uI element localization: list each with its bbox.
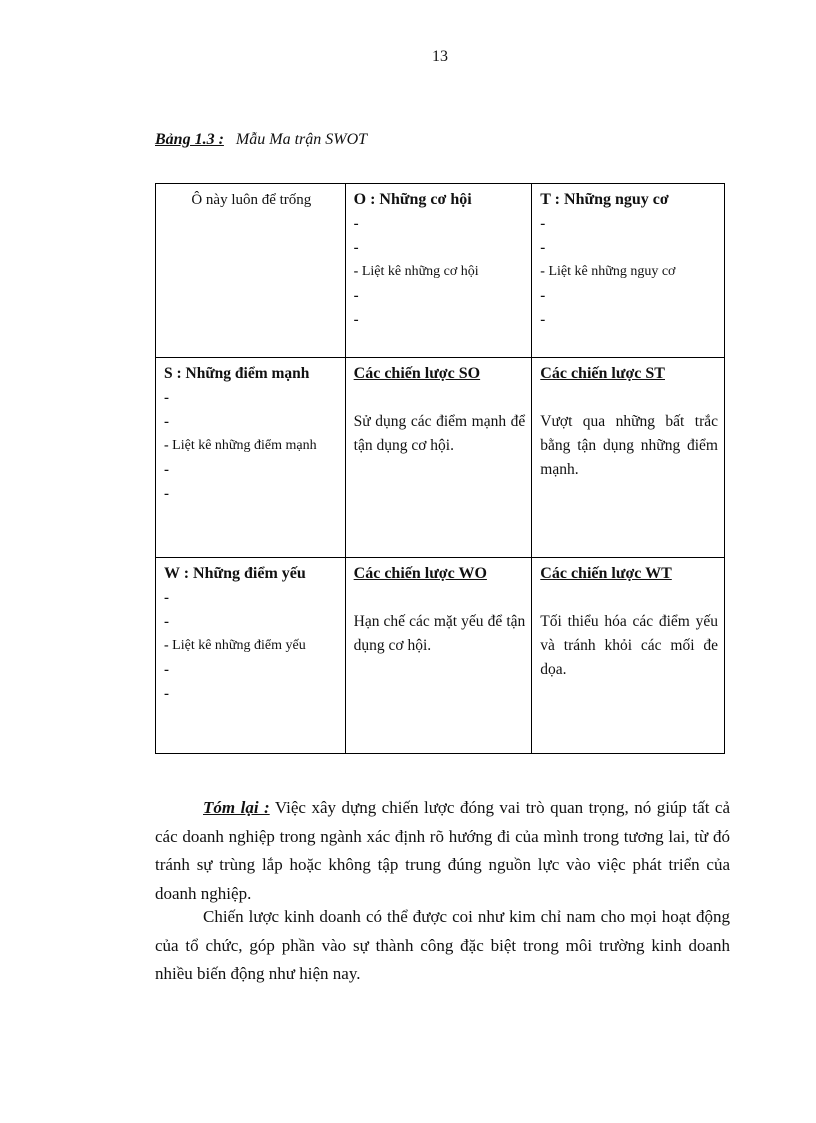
page-number: 13 <box>432 48 448 65</box>
summary-lead: Tóm lại : <box>203 798 270 817</box>
strengths-header: S : Những điểm mạnh <box>164 365 310 382</box>
threats-cell: T : Những nguy cơ - - - Liệt kê những nguy cơ - - <box>532 184 725 358</box>
so-strategy-cell <box>345 358 532 558</box>
swot-matrix-table <box>155 183 725 754</box>
st-strategy-cell <box>532 358 725 558</box>
weaknesses-cell: W : Những điểm yếu - - - Liệt kê những điểm yếu - - <box>156 558 346 754</box>
opportunities-header: O : Những cơ hội <box>353 191 472 208</box>
table-row <box>156 558 725 754</box>
wt-strategy-header: Các chiến lược WT <box>540 565 672 582</box>
wo-strategy-cell <box>345 558 532 754</box>
wt-strategy-text: Tối thiểu hóa các điểm yếu và tránh khỏi các mối đe dọa. <box>540 613 718 678</box>
caption-label: Bảng 1.3 : <box>155 131 224 148</box>
table-row <box>156 358 725 558</box>
summary-paragraph <box>155 794 730 908</box>
so-strategy-header: Các chiến lược SO <box>353 365 481 382</box>
wt-strategy-cell <box>532 558 725 754</box>
threats-list-item: Liệt kê những nguy cơ <box>548 264 676 279</box>
caption-title: Mẫu Ma trận SWOT <box>235 131 368 148</box>
empty-corner-cell: Ô này luôn để trống <box>156 184 346 358</box>
summary-text: Việc xây dựng chiến lược đóng vai trò quan trọng, nó giúp tất cả các doanh nghiệp trong ngành xác định rõ hướng đi của mình trong tương lai, từ đó tránh sự trùng lắp hoặc không tập trung đúng nguồn lực vào việc phát triển của doanh nghiệp. <box>155 798 730 903</box>
so-strategy-text: Sử dụng các điểm mạnh để tận dụng cơ hội. <box>353 413 526 454</box>
st-strategy-header: Các chiến lược ST <box>540 365 665 382</box>
weaknesses-header: W : Những điểm yếu <box>164 565 306 582</box>
wo-strategy-text: Hạn chế các mặt yếu để tận dụng cơ hội. <box>353 613 526 654</box>
threats-header: T : Những nguy cơ <box>540 191 669 208</box>
strategy-paragraph: Chiến lược kinh doanh có thể được coi như kim chỉ nam cho mọi hoạt động của tổ chức, góp phần vào sự thành công đặc biệt trong môi trường kinh doanh nhiều biến động như hiện nay. <box>155 907 730 983</box>
opportunities-list-item: Liệt kê những cơ hội <box>361 264 479 279</box>
table-row <box>156 184 725 358</box>
strengths-cell: S : Những điểm mạnh - - - Liệt kê những điểm mạnh - - <box>156 358 346 558</box>
st-strategy-text: Vượt qua những bất trắc bằng tận dụng những điểm mạnh. <box>540 413 718 478</box>
weaknesses-list-item: Liệt kê những điểm yếu <box>172 638 306 653</box>
wo-strategy-header: Các chiến lược WO <box>353 565 487 582</box>
strengths-list-item: Liệt kê những điểm mạnh <box>172 438 317 453</box>
opportunities-cell: O : Những cơ hội - - - Liệt kê những cơ hội - - <box>345 184 532 358</box>
table-caption <box>155 131 367 149</box>
